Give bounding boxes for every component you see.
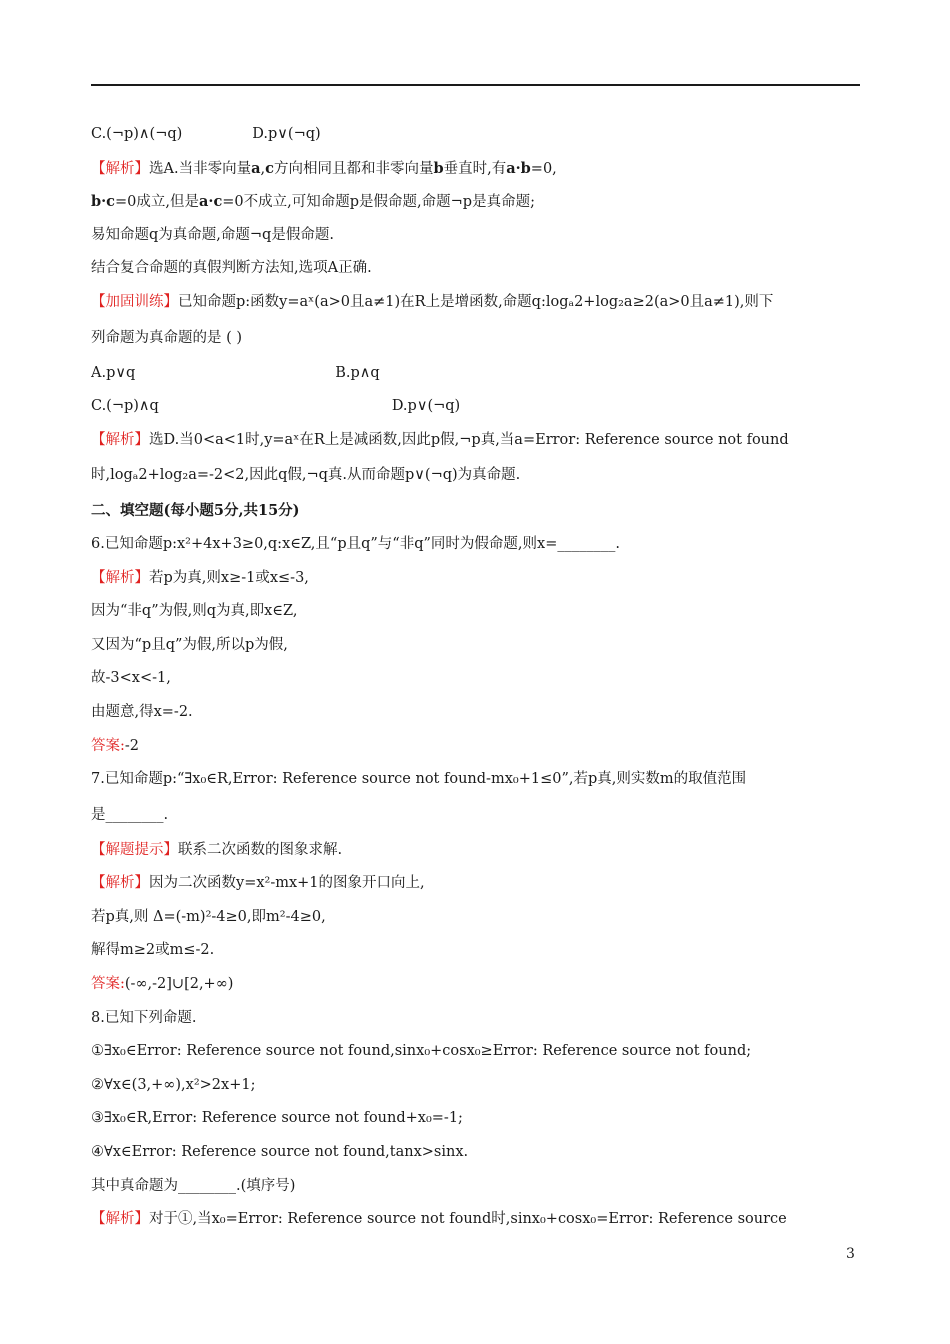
text-segment: -2 [124, 737, 140, 754]
text-segment: 因为二次函数y=x²-mx+1的图象开口向上, [149, 875, 425, 892]
text-segment: a·b [506, 159, 531, 177]
text-segment: (-∞,-2]∪[2,+∞) [124, 976, 234, 993]
text-segment: 时,logₐ2+log₂a=-2<2,因此q假,¬q真.从而命题p∨(¬q)为真命题. [91, 467, 521, 484]
text-segment: ④∀x∈Error: Reference source not found,tanx>sinx. [91, 1144, 469, 1161]
text-segment: ③∃x₀∈R,Error: Reference source not found+x₀=-1; [91, 1110, 463, 1127]
text-line [91, 320, 861, 357]
text-line [91, 185, 861, 219]
text-line [91, 528, 861, 562]
text-segment: 联系二次函数的图象求解. [178, 841, 343, 858]
text-line [91, 118, 861, 152]
text-line [91, 595, 861, 629]
text-segment: 由题意,得x=-2. [91, 703, 193, 720]
text-line [91, 901, 861, 935]
text-segment: C.(¬p)∧(¬q) [91, 126, 183, 142]
text-segment: 对于①,当x₀=Error: Reference source not found时,sinx₀+cosx₀=Error: Reference source [149, 1211, 787, 1228]
text-line [91, 424, 861, 458]
section-label: 【加固训练】 [91, 293, 178, 310]
text-segment: 垂直时,有 [443, 160, 507, 177]
text-segment: =0不成立,可知命题p是假命题,命题¬p是真命题; [222, 194, 535, 211]
text-line [91, 219, 861, 253]
section-label: 答案: [91, 976, 125, 993]
text-line [91, 562, 861, 596]
text-segment: C.(¬p)∧q [91, 398, 159, 415]
text-segment: 8.已知下列命题. [91, 1009, 197, 1026]
text-line [91, 1102, 861, 1136]
text-segment: 结合复合命题的真假判断方法知,选项A正确. [91, 260, 372, 277]
text-segment: B.p∧q [335, 364, 380, 381]
text-segment: ①∃x₀∈Error: Reference source not found,sinx₀+cosx₀≥Error: Reference source not found; [91, 1043, 752, 1060]
text-line [91, 1136, 861, 1170]
text-line [91, 1170, 861, 1204]
section-label: 【解题提示】 [91, 841, 178, 858]
text-line [91, 1069, 861, 1103]
text-segment: 是________. [91, 806, 169, 823]
text-line [91, 934, 861, 968]
text-segment: 易知命题q为真命题,命题¬q是假命题. [91, 226, 334, 243]
text-line [91, 1203, 861, 1237]
text-line [91, 357, 861, 391]
text-segment: 已知命题p:函数y=aˣ(a>0且a≠1)在R上是增函数,命题q:logₐ2+log₂a≥2(a>0且a≠1),则下 [178, 293, 774, 310]
text-segment: 6.已知命题p:x²+4x+3≥0,q:x∈Z,且“p且q”与“非q”同时为假命题,则x=________. [91, 535, 620, 552]
text-segment: 选D.当0<a<1时,y=aˣ在R上是减函数,因此p假,¬p真,当a=Error: Reference source not found [149, 431, 789, 448]
page-number: 3 [846, 1246, 855, 1262]
text-segment: 因为“非q”为假,则q为真,即x∈Z, [91, 603, 298, 620]
text-line [91, 390, 861, 424]
text-line [91, 629, 861, 663]
text-segment: a [251, 159, 261, 177]
text-segment: 若p真,则 Δ=(-m)²-4≥0,即m²-4≥0, [91, 908, 326, 925]
text-segment: c [265, 159, 274, 177]
text-line [91, 662, 861, 696]
text-line [91, 730, 861, 764]
section-label: 【解析】 [91, 1211, 149, 1228]
text-line [91, 867, 861, 901]
text-segment: ②∀x∈(3,+∞),x²>2x+1; [91, 1076, 256, 1093]
text-segment: 选A.当非零向量 [149, 160, 252, 177]
text-segment: b [433, 159, 444, 177]
text-line [91, 252, 861, 286]
section-label: 【解析】 [91, 569, 149, 586]
text-segment: D.p∨(¬q) [252, 126, 321, 142]
section-label: 【解析】 [91, 431, 149, 448]
text-segment: a·c [199, 193, 223, 211]
text-line [91, 494, 861, 528]
section-label: 【解析】 [91, 875, 149, 892]
text-segment: 又因为“p且q”为假,所以p为假, [91, 636, 288, 653]
text-segment: =0成立,但是 [115, 194, 199, 211]
text-segment: 故-3<x<-1, [91, 670, 171, 687]
section-label: 答案: [91, 737, 125, 754]
text-line [91, 696, 861, 730]
text-segment: 若p为真,则x≥-1或x≤-3, [149, 569, 309, 586]
text-segment: 方向相同且都和非零向量 [273, 160, 434, 177]
text-segment: D.p∨(¬q) [391, 398, 461, 415]
text-segment: 7.已知命题p:“∃x₀∈R,Error: Reference source not found-mx₀+1≤0”,若p真,则实数m的取值范围 [91, 771, 747, 788]
text-line [91, 797, 861, 834]
text-segment: , [260, 160, 266, 177]
text-segment: 解得m≥2或m≤-2. [91, 942, 215, 959]
text-line [91, 763, 861, 797]
text-segment: 列命题为真命题的是 ( ) [91, 329, 243, 346]
text-segment: 二、填空题(每小题5分,共15分) [91, 502, 300, 520]
text-line [91, 834, 861, 868]
text-line [91, 1035, 861, 1069]
text-segment: A.p∨q [91, 364, 136, 381]
header-rule [91, 84, 860, 86]
text-segment: =0, [530, 160, 557, 177]
text-segment: 其中真命题为________.(填序号) [91, 1177, 296, 1194]
document-body [91, 118, 861, 1237]
text-line [91, 457, 861, 494]
text-segment: b·c [91, 193, 116, 211]
text-line [91, 1002, 861, 1036]
text-line [91, 286, 861, 320]
text-line [91, 152, 861, 186]
section-label: 【解析】 [91, 160, 149, 177]
text-line [91, 968, 861, 1002]
